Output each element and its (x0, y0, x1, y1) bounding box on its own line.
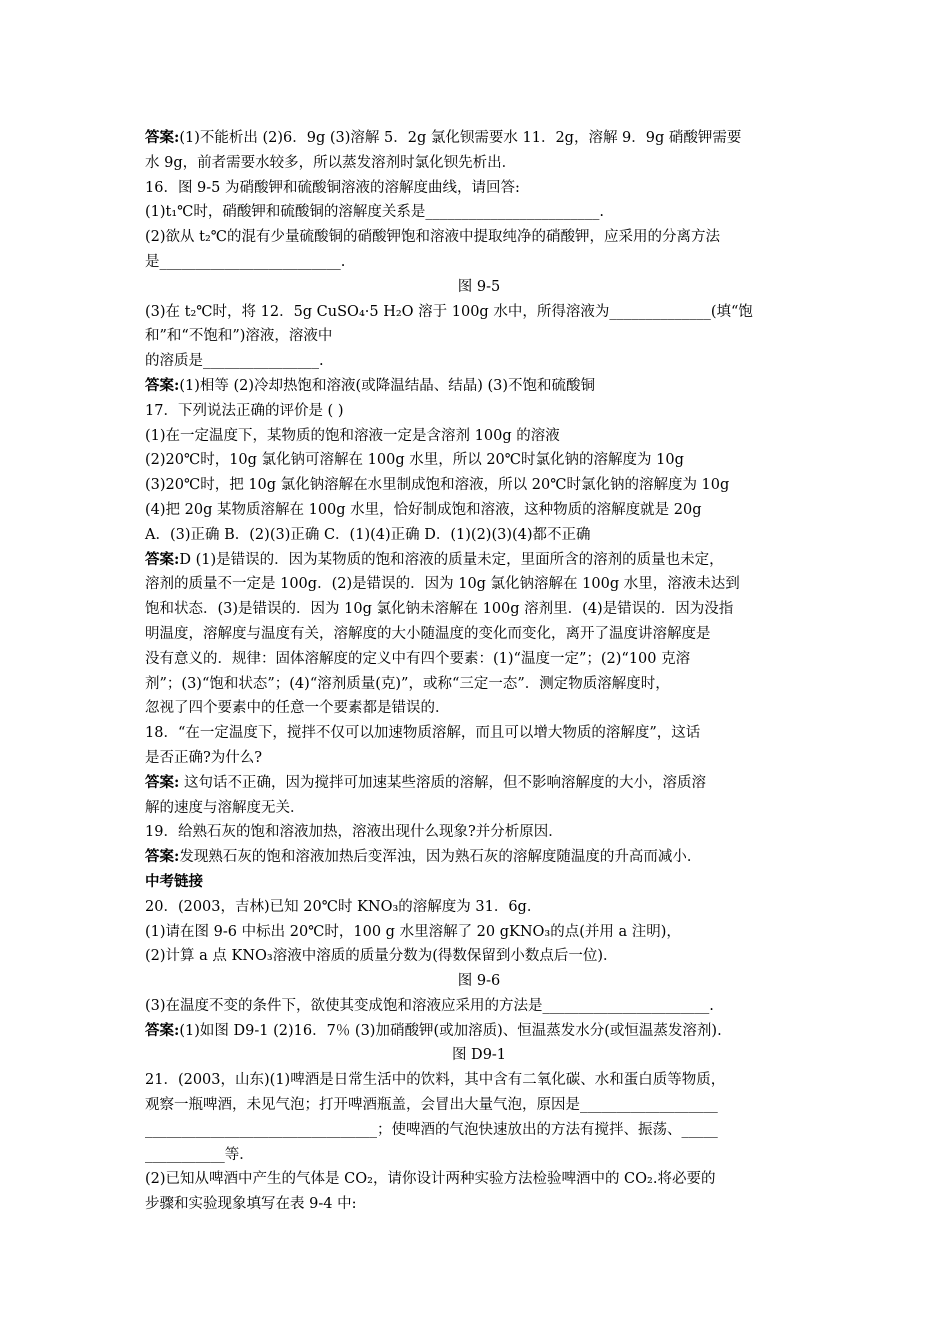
line-text: 发现熟石灰的饱和溶液加热后变浑浊，因为熟石灰的溶解度随温度的升高而减小． (179, 849, 702, 866)
text-line (145, 696, 813, 721)
text-line (145, 374, 813, 399)
line-text: 剂”；(3)“饱和状态”；(4)“溶剂质量(克)”，或称“三定一态”．测定物质溶解度时， (145, 675, 670, 692)
line-text: 是否正确?为什么? (145, 749, 263, 766)
text-line (145, 820, 813, 845)
line-text: 图 D9-1 (451, 1047, 507, 1064)
answer-label: 答案: (145, 376, 180, 394)
text-line (145, 1118, 813, 1143)
text-line (145, 721, 813, 746)
text-line (145, 498, 813, 523)
line-text: (2)欲从 t₂℃的混有少量硫酸铜的硝酸钾饱和溶液中提取纯净的硝酸钾，应采用的分离方法 (145, 229, 721, 246)
text-line (145, 300, 813, 325)
line-text: (1)如图 D9-1 (2)16．7％ (3)加硝酸钾(或加溶质)、恒温蒸发水分(或恒温蒸发溶剂). (179, 1022, 722, 1039)
line-text: (2)计算 a 点 KNO₃溶液中溶质的质量分数为(得数保留到小数点后一位)． (145, 948, 618, 965)
line-text: (1)不能析出 (2)6．9g (3)溶解 5．2g 氯化钡需要水 11．2g，溶解 9．9g 硝酸钾需要 (179, 130, 742, 146)
line-text: 19．给熟石灰的饱和溶液加热，溶液出现什么现象?并分析原因． (145, 824, 563, 841)
text-line (145, 845, 813, 870)
line-text: 这句话不正确，因为搅拌可加速某些溶质的溶解，但不影响溶解度的大小，溶质溶 (179, 774, 706, 791)
text-line (145, 1143, 813, 1168)
line-text: 步骤和实验现象填写在表 9-4 中: (145, 1196, 357, 1213)
line-text: ________________________________；使啤酒的气泡快速放出的方法有搅拌、振荡、_____ (145, 1121, 718, 1138)
line-text: 18．“在一定温度下，搅拌不仅可以加速物质溶解，而且可以增大物质的溶解度”，这话 (145, 725, 701, 742)
text-line (145, 548, 813, 573)
text-line (145, 523, 813, 548)
line-text: A．(3)正确 B．(2)(3)正确 C．(1)(4)正确 D．(1)(2)(3)(4)都不正确 (145, 526, 591, 543)
line-text: 明温度，溶解度与温度有关，溶解度的大小随温度的变化而变化，离开了温度讲溶解度是 (145, 625, 711, 642)
answer-label: 答案: (145, 550, 180, 568)
text-line (145, 969, 813, 994)
text-line (145, 796, 813, 821)
text-line (145, 1093, 813, 1118)
text-line (145, 448, 813, 473)
line-text: (1)相等 (2)冷却热饱和溶液(或降温结晶、结晶) (3)不饱和硫酸铜 (179, 377, 596, 394)
text-line (145, 672, 813, 697)
text-line (145, 647, 813, 672)
text-line (145, 225, 813, 250)
line-text: 观察一瓶啤酒，未见气泡；打开啤酒瓶盖，会冒出大量气泡，原因是___________________ (145, 1097, 718, 1114)
line-text: 的溶质是________________. (145, 353, 324, 370)
text-line (145, 473, 813, 498)
answer-label: 中考链接 (145, 872, 203, 890)
text-line (145, 1043, 813, 1068)
text-line (145, 597, 813, 622)
text-line (145, 895, 813, 920)
line-text: (2)已知从啤酒中产生的气体是 CO₂，请你设计两种实验方法检验啤酒中的 CO₂.将必要的 (145, 1171, 716, 1188)
line-text: (1)在一定温度下，某物质的饱和溶液一定是含溶剂 100g 的溶液 (145, 427, 560, 444)
line-text: (4)把 20g 某物质溶解在 100g 水里，恰好制成饱和溶液，这种物质的溶解度就是 20g (145, 501, 702, 518)
line-text: 图 9-6 (457, 973, 501, 990)
line-text: (2)20℃时，10g 氯化钠可溶解在 100g 水里，所以 20℃时氯化钠的溶解度为 10g (145, 452, 684, 469)
text-line (145, 1192, 813, 1217)
text-line (145, 920, 813, 945)
text-line (145, 399, 813, 424)
text-line (145, 250, 813, 275)
text-line (145, 944, 813, 969)
line-text: 忽视了四个要素中的任意一个要素都是错误的． (145, 700, 450, 717)
answer-label: 答案: (145, 773, 180, 791)
line-text: ___________等． (145, 1146, 254, 1163)
text-line (145, 994, 813, 1019)
text-line (145, 1068, 813, 1093)
text-line (145, 746, 813, 771)
text-line (145, 324, 813, 349)
text-line (145, 349, 813, 374)
line-text: 没有意义的．规律：固体溶解度的定义中有四个要素：(1)“温度一定”；(2)“100 克溶 (145, 650, 691, 667)
text-line (145, 151, 813, 176)
text-line (145, 622, 813, 647)
text-line (145, 126, 813, 151)
answer-label: 答案: (145, 1021, 180, 1039)
text-line (145, 771, 813, 796)
line-text: 17．下列说法正确的评价是 ( ) (145, 402, 344, 419)
text-line (145, 1019, 813, 1044)
line-text: 解的速度与溶解度无关． (145, 799, 305, 816)
line-text: (3)20℃时，把 10g 氯化钠溶解在水里制成饱和溶液，所以 20℃时氯化钠的溶解度为 10g (145, 477, 730, 494)
answer-label: 答案: (145, 129, 180, 146)
line-text: (3)在温度不变的条件下，欲使其变成饱和溶液应采用的方法是_______________________. (145, 997, 714, 1014)
document-body (145, 126, 813, 1217)
text-line (145, 200, 813, 225)
answer-label: 答案: (145, 848, 180, 866)
line-text: 溶剂的质量不一定是 100g．(2)是错误的．因为 10g 氯化钠溶解在 100g 水里，溶液未达到 (145, 576, 740, 593)
text-line (145, 275, 813, 300)
line-text: 21．(2003，山东)(1)啤酒是日常生活中的饮料，其中含有二氧化碳、水和蛋白质等物质， (145, 1072, 726, 1089)
text-line (145, 572, 813, 597)
line-text: 是_________________________. (145, 253, 346, 270)
line-text: 20．(2003，吉林)已知 20℃时 KNO₃的溶解度为 31．6g． (145, 898, 542, 915)
line-text: 和”和“不饱和”)溶液，溶液中 (145, 328, 333, 345)
text-line (145, 424, 813, 449)
text-line (145, 870, 813, 895)
line-text: (3)在 t₂℃时，将 12．5g CuSO₄·5 H₂O 溶于 100g 水中，所得溶液为______________(填“饱 (145, 303, 753, 320)
text-line (145, 176, 813, 201)
line-text: 16．图 9-5 为硝酸钾和硫酸铜溶液的溶解度曲线，请回答: (145, 179, 520, 196)
line-text: 饱和状态．(3)是错误的．因为 10g 氯化钠未溶解在 100g 溶剂里．(4)是错误的．因为没指 (145, 601, 734, 618)
line-text: (1)t₁℃时，硝酸钾和硫酸铜的溶解度关系是________________________. (145, 204, 605, 221)
line-text: D (1)是错误的．因为某物质的饱和溶液的质量未定，里面所含的溶剂的质量也未定， (179, 551, 724, 568)
text-line (145, 1167, 813, 1192)
line-text: 图 9-5 (457, 278, 501, 295)
line-text: (1)请在图 9-6 中标出 20℃时，100 g 水里溶解了 20 gKNO₃的点(并用 a 注明)， (145, 923, 681, 940)
line-text: 水 9g，前者需要水较多，所以蒸发溶剂时氯化钡先析出． (145, 154, 517, 171)
